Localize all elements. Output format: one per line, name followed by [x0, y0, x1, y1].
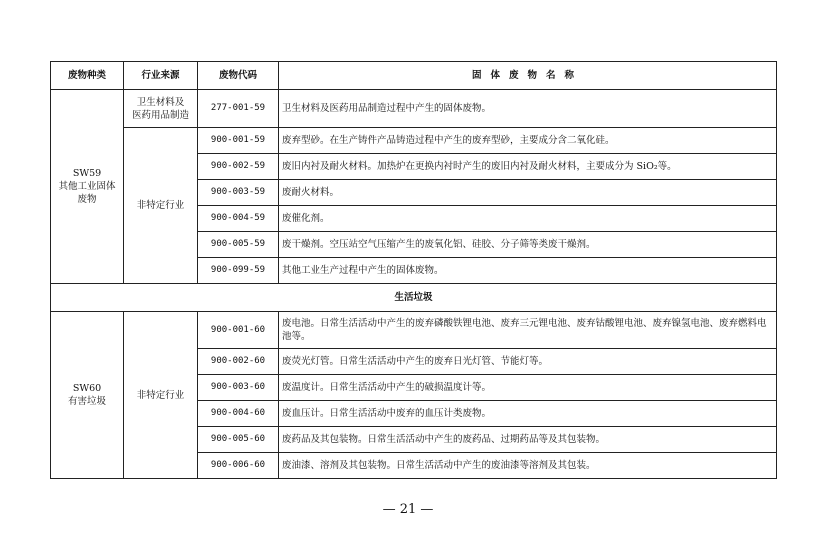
waste-code: 900-001-59 [198, 128, 279, 154]
waste-description: 废弃型砂。在生产铸件产品铸造过程中产生的废弃型砂，主要成分含二氧化硅。 [279, 128, 777, 154]
table-row [51, 128, 777, 154]
waste-code: 900-004-59 [198, 206, 279, 232]
waste-description: 废温度计。日常生活活动中产生的破损温度计等。 [279, 375, 777, 401]
header-industry-source: 行业来源 [124, 62, 198, 90]
waste-code: 900-003-59 [198, 180, 279, 206]
table-header-row [51, 62, 777, 90]
waste-code: 900-005-60 [198, 427, 279, 453]
header-waste-code: 废物代码 [198, 62, 279, 90]
waste-description: 废催化剂。 [279, 206, 777, 232]
header-waste-name: 固体废物名称 [279, 62, 777, 90]
waste-description: 废旧内衬及耐火材料。加热炉在更换内衬时产生的废旧内衬及耐火材料，主要成分为 SiO₂等。 [279, 154, 777, 180]
table-row [51, 312, 777, 349]
source-non-specific: 非特定行业 [124, 128, 198, 284]
waste-description: 卫生材料及医药用品制造过程中产生的固体废物。 [279, 90, 777, 128]
waste-description: 废药品及其包装物。日常生活活动中产生的废药品、过期药品等及其包装物。 [279, 427, 777, 453]
section-row [51, 284, 777, 312]
waste-code: 900-099-59 [198, 258, 279, 284]
source-hygiene-materials: 卫生材料及 医药用品制造 [124, 90, 198, 128]
waste-code: 900-006-60 [198, 453, 279, 479]
waste-description: 废荧光灯管。日常生活活动中产生的废弃日光灯管、节能灯等。 [279, 349, 777, 375]
waste-code: 900-001-60 [198, 312, 279, 349]
header-waste-type: 废物种类 [51, 62, 124, 90]
section-title: 生活垃圾 [51, 284, 777, 312]
waste-description: 废耐火材料。 [279, 180, 777, 206]
category-sw59: SW59 其他工业固体 废物 [51, 90, 124, 284]
waste-description: 废油漆、溶剂及其包装物。日常生活活动中产生的废油漆等溶剂及其包装。 [279, 453, 777, 479]
waste-description: 其他工业生产过程中产生的固体废物。 [279, 258, 777, 284]
waste-description: 废电池。日常生活活动中产生的废弃磷酸铁锂电池、废弃三元锂电池、废弃钴酸锂电池、废弃镍氢电池、废弃燃料电池等。 [279, 312, 777, 349]
page-number: — 21 — [382, 502, 434, 517]
table-row [51, 90, 777, 128]
category-sw60: SW60 有害垃圾 [51, 312, 124, 479]
source-non-specific: 非特定行业 [124, 312, 198, 479]
waste-code: 900-004-60 [198, 401, 279, 427]
waste-code: 277-001-59 [198, 90, 279, 128]
waste-description: 废干燥剂。空压站空气压缩产生的废氧化铝、硅胶、分子筛等类废干燥剂。 [279, 232, 777, 258]
waste-code: 900-002-59 [198, 154, 279, 180]
waste-code: 900-002-60 [198, 349, 279, 375]
waste-classification-table [50, 61, 777, 479]
waste-description: 废血压计。日常生活活动中废弃的血压计类废物。 [279, 401, 777, 427]
waste-code: 900-003-60 [198, 375, 279, 401]
waste-code: 900-005-59 [198, 232, 279, 258]
